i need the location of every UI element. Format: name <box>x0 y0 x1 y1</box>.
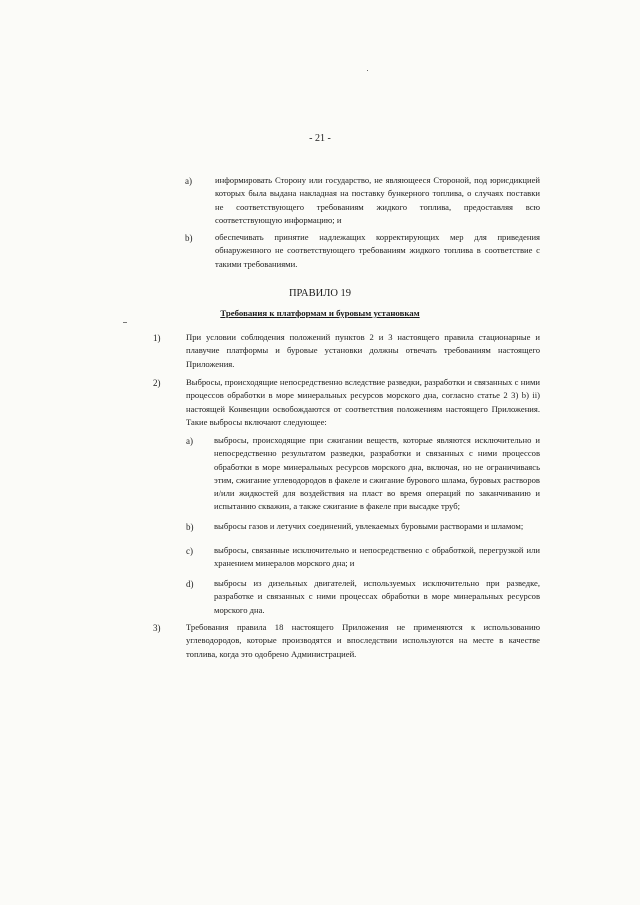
sub-item-a-text: выбросы, происходящие при сжигании веществ, которые являются исключительно и непосредственно результатом разведки, разработки и связанных с ними процессов обработки в море минеральных ресурсов морского дна, включая, но не ограничиваясь этим, сжигание углеводородов в факеле и сжигание бурового шлама, буровых растворов и/или жидкостей для воздействия на пласт во время операций по заканчиванию и испытанию скважин, а также сжигание в факеле при высадке труб; <box>214 435 540 512</box>
paragraph-3-label: 3) <box>153 623 161 633</box>
top-item-a-label: a) <box>185 176 192 186</box>
sub-item-b-text: выбросы газов и летучих соединений, увлекаемых буровыми растворами и шламом; <box>214 521 524 531</box>
sub-item-a-label: a) <box>186 436 193 446</box>
scan-speck <box>367 70 368 71</box>
sub-item-d-label: d) <box>186 579 194 589</box>
rule-title: ПРАВИЛО 19 <box>288 288 352 299</box>
top-item-a-text: информировать Сторону или государство, не являющееся Стороной, под юрисдикцией которых была выдана накладная на поставку бункерного топлива, о случаях поставки не соответствующего требованиям жидкого топлива, предоставляя всю соответствующую информацию; и <box>215 175 540 225</box>
rule-subtitle: Требования к платформам и буровым установкам <box>220 308 420 318</box>
sub-item-b-label: b) <box>186 522 194 532</box>
paragraph-1-text: При условии соблюдения положений пунктов 2 и 3 настоящего правила стационарные и плавучие платформы и буровые установки должны отвечать требованиям настоящего Приложения. <box>186 332 540 369</box>
paragraph-1-label: 1) <box>153 333 161 343</box>
paragraph-2-label: 2) <box>153 378 161 388</box>
paragraph-3-text: Требования правила 18 настоящего Приложения не применяются к использованию углеводородов, которые производятся и впоследствии используются на месте в качестве топлива, когда это одобрено Администрацией. <box>186 622 540 659</box>
top-item-b-text: обеспечивать принятие надлежащих корректирующих мер для приведения обнаруженного не соответствующего требованиям жидкого топлива в соответствие с такими требованиями. <box>215 232 540 269</box>
margin-mark <box>123 322 127 323</box>
top-item-b-label: b) <box>185 233 193 243</box>
paragraph-2-text: Выбросы, происходящие непосредственно вследствие разведки, разработки и связанных с ними процессов обработки в море минеральных ресурсов морского дна, согласно статье 2 3) b) ii) настоящей Конвенции освобождаются от соответствия положениям настоящего Приложения. Такие выбросы включают следующее: <box>186 377 540 427</box>
sub-item-c-text: выбросы, связанные исключительно и непосредственно с обработкой, перегрузкой или хранением минералов морского дна; и <box>214 545 540 569</box>
sub-item-d-text: выбросы из дизельных двигателей, используемых исключительно при разведке, разработке и связанных с ними процессах обработки в море минеральных ресурсов морского дна. <box>214 578 540 615</box>
page-number: - 21 - <box>309 133 331 144</box>
sub-item-c-label: c) <box>186 546 193 556</box>
